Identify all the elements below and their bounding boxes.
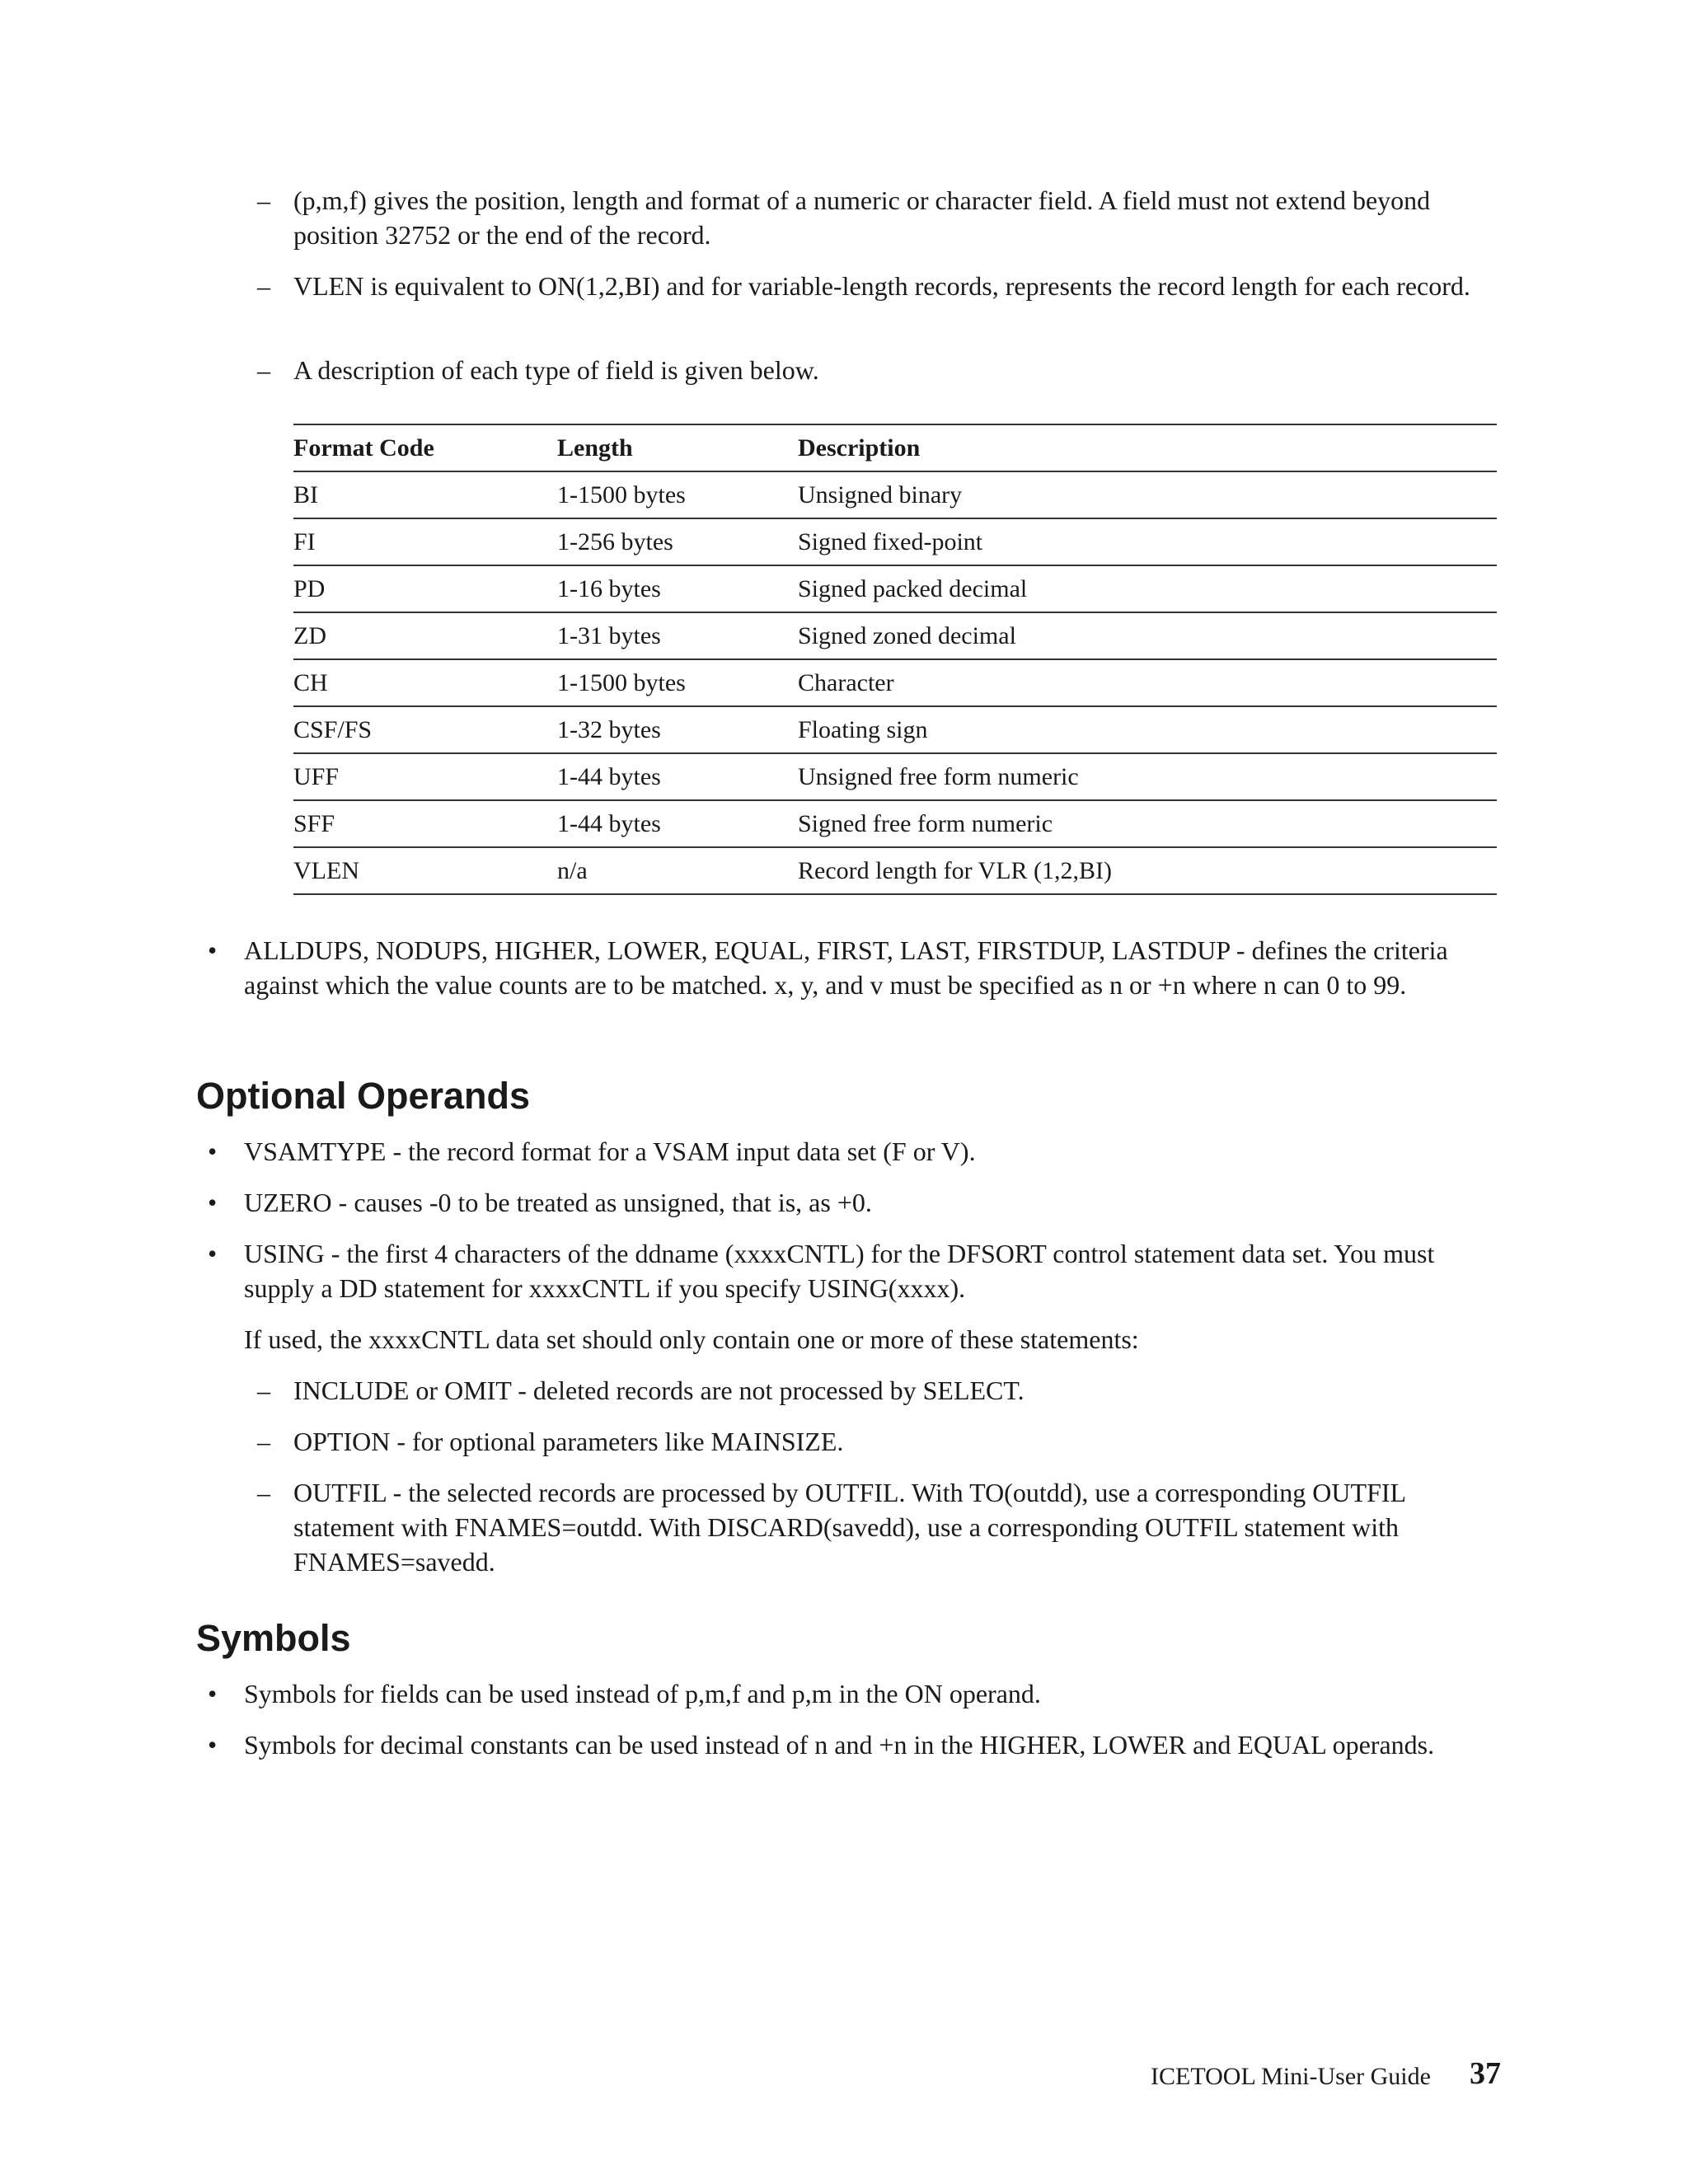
table-row: [293, 707, 1497, 754]
list-item-text: UZERO - causes -0 to be treated as unsigned, that is, as +0.: [244, 1188, 872, 1217]
table-row: [293, 848, 1497, 895]
table-cell: Signed fixed-point: [798, 528, 983, 555]
format-table: [293, 424, 1497, 895]
column-header: Format Code: [293, 434, 434, 462]
bullet-mark: •: [208, 1730, 218, 1760]
table-cell: Character: [798, 669, 894, 696]
page-footer: [1151, 2054, 1501, 2095]
list-item-text: ALLDUPS, NODUPS, HIGHER, LOWER, EQUAL, FIRST, LAST, FIRSTDUP, LASTDUP - defines the criteria against which the value counts are to be matched. x, y, and v must be specified as n or +n where n can 0 to 99.: [244, 935, 1448, 1000]
table-cell: 1-1500 bytes: [557, 669, 686, 696]
table-row: [293, 754, 1497, 801]
list-item-text: (p,m,f) gives the position, length and format of a numeric or character field. A field must not extend beyond position 32752 or the end of the record.: [293, 185, 1431, 250]
bullet-mark: •: [208, 1137, 218, 1166]
table-cell: 1-256 bytes: [557, 528, 673, 555]
table-cell: CH: [293, 669, 328, 696]
table-cell: Unsigned binary: [798, 481, 963, 509]
table-header-row: [293, 425, 1497, 472]
table-cell: Signed zoned decimal: [798, 622, 1016, 649]
page-number: 37: [1470, 2056, 1501, 2091]
dash-mark: –: [257, 1376, 270, 1405]
bullet-mark: •: [208, 935, 218, 965]
dash-mark: –: [257, 1427, 270, 1456]
dash-mark: –: [257, 1478, 270, 1507]
dash-mark: –: [257, 271, 270, 301]
table-cell: VLEN: [293, 857, 359, 884]
table-row: [293, 566, 1497, 613]
table-cell: 1-44 bytes: [557, 810, 661, 837]
section-heading: Optional Operands: [196, 1075, 531, 1117]
table-cell: PD: [293, 575, 326, 602]
using-note: If used, the xxxxCNTL data set should only contain one or more of these statements:: [244, 1324, 1139, 1354]
table-row: [293, 472, 1497, 519]
bullet-mark: •: [208, 1239, 218, 1268]
table-cell: 1-1500 bytes: [557, 481, 686, 509]
column-header: Description: [798, 434, 921, 462]
table-cell: Signed free form numeric: [798, 810, 1053, 837]
column-header: Length: [557, 434, 633, 462]
table-cell: 1-31 bytes: [557, 622, 661, 649]
table-cell: Floating sign: [798, 716, 928, 743]
list-item-text: INCLUDE or OMIT - deleted records are not processed by SELECT.: [293, 1376, 1025, 1405]
table-cell: n/a: [557, 857, 588, 884]
table-cell: ZD: [293, 622, 326, 649]
table-cell: Unsigned free form numeric: [798, 763, 1079, 790]
list-item-text: OPTION - for optional parameters like MAINSIZE.: [293, 1427, 844, 1456]
list-item-text: VSAMTYPE - the record format for a VSAM input data set (F or V).: [244, 1137, 976, 1166]
table-cell: 1-16 bytes: [557, 575, 661, 602]
bullet-mark: •: [208, 1188, 218, 1217]
table-row: [293, 660, 1497, 707]
list-item-text: Symbols for fields can be used instead of p,m,f and p,m in the ON operand.: [244, 1679, 1041, 1708]
list-item-text: OUTFIL - the selected records are processed by OUTFIL. With TO(outdd), use a corresponding OUTFIL statement with FNAMES=outdd. With DISCARD(savedd), use a corresponding OUTFIL statement with FNAMES=savedd.: [293, 1478, 1405, 1577]
table-row: [293, 519, 1497, 566]
table-cell: 1-44 bytes: [557, 763, 661, 790]
footer-title: ICETOOL Mini-User Guide: [1151, 2063, 1431, 2090]
dash-mark: –: [257, 355, 270, 385]
table-row: [293, 613, 1497, 660]
table-cell: 1-32 bytes: [557, 716, 661, 743]
list-item-text: VLEN is equivalent to ON(1,2,BI) and for variable-length records, represents the record length for each record.: [293, 271, 1470, 301]
table-cell: Record length for VLR (1,2,BI): [798, 857, 1113, 884]
section-heading: Symbols: [196, 1617, 351, 1659]
table-row: [293, 801, 1497, 848]
list-item-text: A description of each type of field is given below.: [293, 355, 819, 385]
table-cell: SFF: [293, 810, 335, 837]
dash-mark: –: [257, 185, 270, 215]
bullet-mark: •: [208, 1679, 218, 1708]
table-cell: UFF: [293, 763, 340, 790]
table-cell: BI: [293, 481, 318, 509]
table-cell: Signed packed decimal: [798, 575, 1028, 602]
table-cell: CSF/FS: [293, 716, 373, 743]
list-item-text: Symbols for decimal constants can be used instead of n and +n in the HIGHER, LOWER and EQUAL operands.: [244, 1730, 1435, 1760]
table-cell: FI: [293, 528, 316, 555]
list-item-text: USING - the first 4 characters of the ddname (xxxxCNTL) for the DFSORT control statement data set. You must supply a DD statement for xxxxCNTL if you specify USING(xxxx).: [244, 1239, 1435, 1303]
